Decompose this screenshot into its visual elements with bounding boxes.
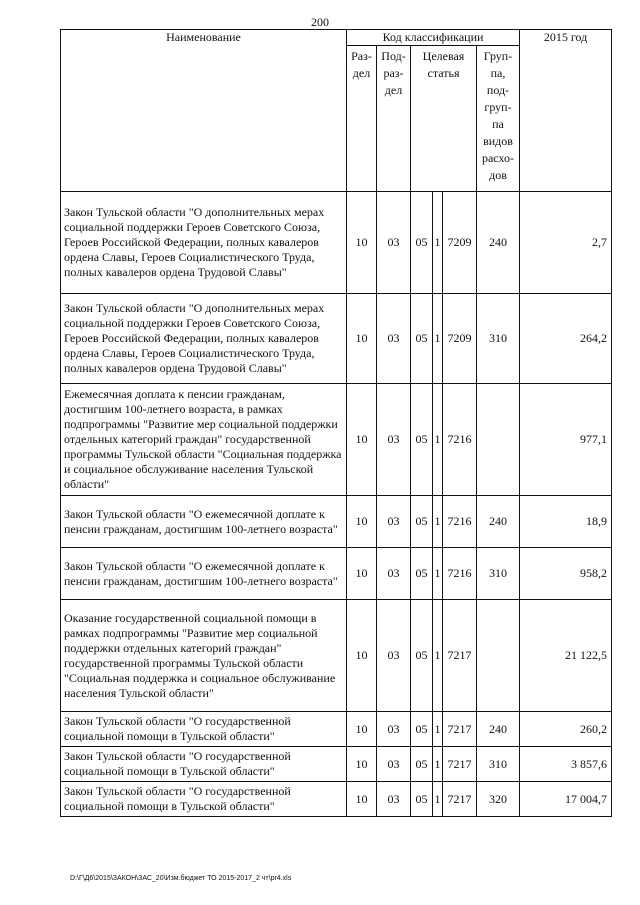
row-target-article-program: 05 [411,712,433,747]
budget-table [60,29,612,817]
table-header [61,30,612,192]
row-name: Ежемесячная доплата к пенсии гражданам, достигшим 100-летнего возраста, в рамках подпрограммы "Развитие мер социальной поддержки отдельных категорий граждан" государственной программы Тульской области "Социальная поддержка и социальное обслуживание населения Тульской области" [61,384,347,496]
header-expense-group: Груп- па, под- груп- па видов расхо- дов [477,46,520,192]
row-target-article-program: 05 [411,747,433,782]
row-target-article-program: 05 [411,496,433,548]
row-section: 10 [347,192,377,294]
row-section: 10 [347,600,377,712]
header-classification: Код классификации [347,30,520,46]
header-section: Раз- дел [347,46,377,192]
row-amount: 18,9 [520,496,612,548]
row-subsection: 03 [377,496,411,548]
row-expense-group: 240 [477,712,520,747]
row-target-article-program: 05 [411,548,433,600]
row-amount: 21 122,5 [520,600,612,712]
row-target-article-subprogram: 1 [433,747,443,782]
row-target-article-direction: 7217 [443,747,477,782]
row-target-article-program: 05 [411,600,433,712]
row-expense-group: 310 [477,548,520,600]
header-target-article: Целевая статья [411,46,477,192]
table-row [61,782,612,817]
row-target-article-program: 05 [411,782,433,817]
row-target-article-subprogram: 1 [433,496,443,548]
row-name: Закон Тульской области "О государственной социальной помощи в Тульской области" [61,712,347,747]
table-row [61,496,612,548]
row-target-article-program: 05 [411,192,433,294]
row-target-article-direction: 7217 [443,782,477,817]
row-section: 10 [347,496,377,548]
header-name: Наименование [61,30,347,192]
table-row [61,294,612,384]
row-target-article-direction: 7216 [443,384,477,496]
row-section: 10 [347,548,377,600]
file-path-footer: D:\Г\Д6\2015\ЗАКОН\ЗАС_20\Изм.бюджет ТО 2015-2017_2 чт\pr4.xls [70,875,292,882]
row-section: 10 [347,782,377,817]
row-expense-group [477,384,520,496]
row-amount: 977,1 [520,384,612,496]
row-target-article-direction: 7216 [443,496,477,548]
table-row [61,192,612,294]
row-amount: 17 004,7 [520,782,612,817]
row-target-article-direction: 7209 [443,192,477,294]
row-expense-group [477,600,520,712]
row-section: 10 [347,747,377,782]
row-expense-group: 320 [477,782,520,817]
row-target-article-subprogram: 1 [433,294,443,384]
row-section: 10 [347,384,377,496]
row-expense-group: 310 [477,294,520,384]
row-target-article-subprogram: 1 [433,548,443,600]
row-amount: 2,7 [520,192,612,294]
row-target-article-subprogram: 1 [433,600,443,712]
row-expense-group: 240 [477,496,520,548]
row-target-article-direction: 7217 [443,712,477,747]
table-row [61,548,612,600]
row-expense-group: 240 [477,192,520,294]
row-target-article-subprogram: 1 [433,782,443,817]
row-subsection: 03 [377,600,411,712]
row-amount: 260,2 [520,712,612,747]
row-subsection: 03 [377,192,411,294]
table-row [61,384,612,496]
row-target-article-program: 05 [411,294,433,384]
row-section: 10 [347,712,377,747]
row-target-article-direction: 7209 [443,294,477,384]
row-target-article-direction: 7216 [443,548,477,600]
row-subsection: 03 [377,294,411,384]
row-subsection: 03 [377,712,411,747]
table-row [61,600,612,712]
table-row [61,747,612,782]
table-body [61,192,612,817]
row-subsection: 03 [377,747,411,782]
header-year: 2015 год [520,30,612,192]
row-name: Закон Тульской области "О ежемесячной доплате к пенсии гражданам, достигшим 100-летнего возраста" [61,548,347,600]
row-amount: 3 857,6 [520,747,612,782]
row-name: Закон Тульской области "О государственной социальной помощи в Тульской области" [61,782,347,817]
row-subsection: 03 [377,548,411,600]
row-name: Закон Тульской области "О дополнительных мерах социальной поддержки Героев Советского Союза, Героев Российской Федерации, полных кавалеров ордена Славы, Героев Социалистического Труда, полных кавалеров ордена Трудовой Славы" [61,294,347,384]
row-subsection: 03 [377,782,411,817]
row-name: Оказание государственной социальной помощи в рамках подпрограммы "Развитие мер социальной поддержки отдельных категорий граждан" государственной программы Тульской области "Социальная поддержка и социальное обслуживание населения Тульской области" [61,600,347,712]
row-section: 10 [347,294,377,384]
table-row [61,712,612,747]
page-number: 200 [311,15,329,29]
row-expense-group: 310 [477,747,520,782]
row-target-article-subprogram: 1 [433,192,443,294]
row-amount: 958,2 [520,548,612,600]
row-name: Закон Тульской области "О государственной социальной помощи в Тульской области" [61,747,347,782]
row-name: Закон Тульской области "О дополнительных мерах социальной поддержки Героев Советского Союза, Героев Российской Федерации, полных кавалеров ордена Славы, Героев Социалистического Труда, полных кавалеров ордена Трудовой Славы" [61,192,347,294]
row-name: Закон Тульской области "О ежемесячной доплате к пенсии гражданам, достигшим 100-летнего возраста" [61,496,347,548]
row-subsection: 03 [377,384,411,496]
row-amount: 264,2 [520,294,612,384]
header-subsection: Под- раз- дел [377,46,411,192]
row-target-article-program: 05 [411,384,433,496]
row-target-article-subprogram: 1 [433,712,443,747]
row-target-article-direction: 7217 [443,600,477,712]
row-target-article-subprogram: 1 [433,384,443,496]
